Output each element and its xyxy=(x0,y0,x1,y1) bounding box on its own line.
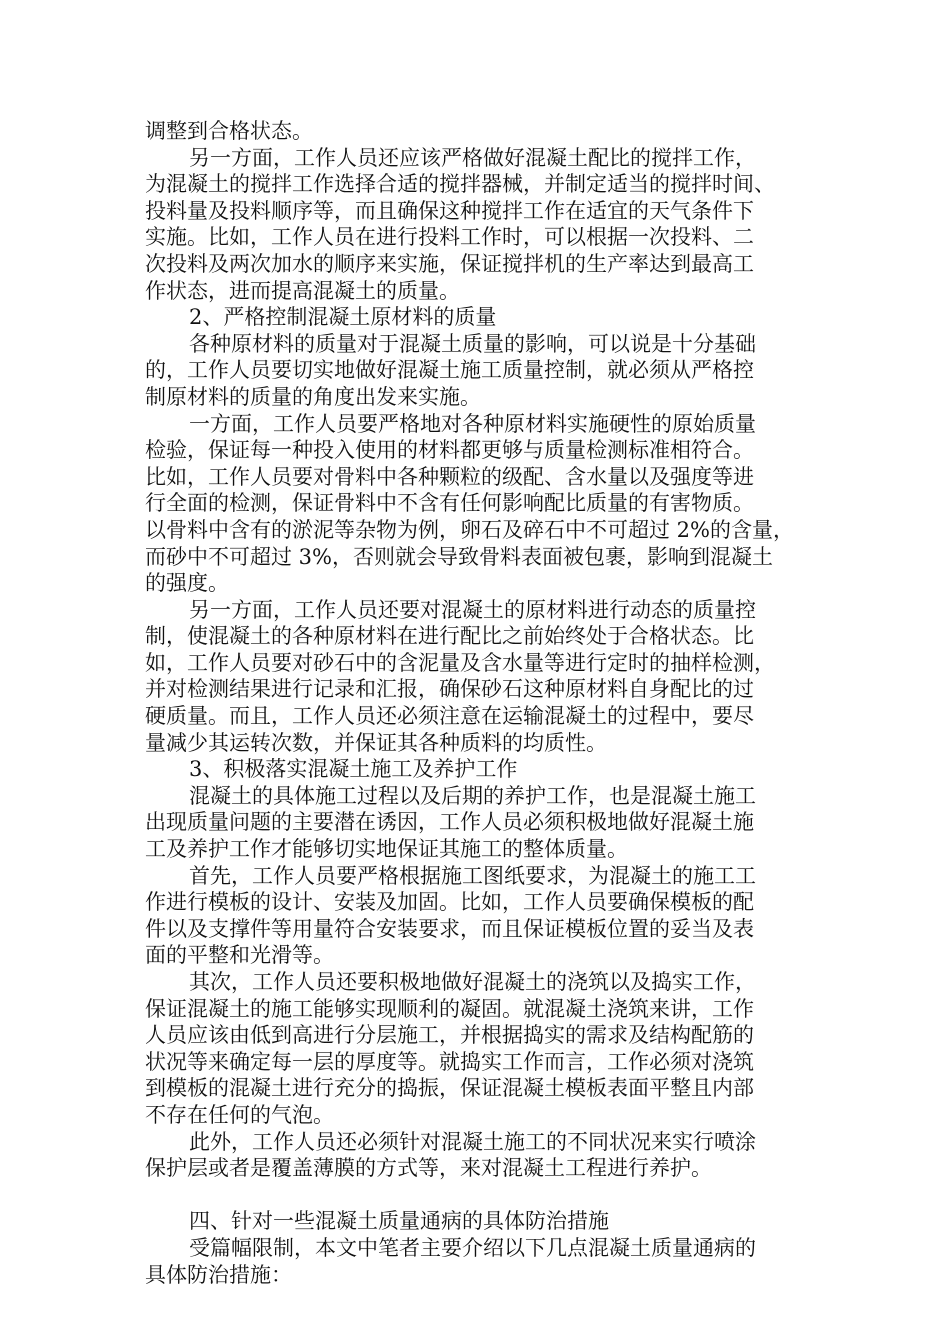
text-line: 面的平整和光滑等。 xyxy=(145,943,334,968)
text-line: 四、针对一些混凝土质量通病的具体防治措施 xyxy=(189,1209,609,1234)
text-line: 各种原材料的质量对于混凝土质量的影响，可以说是十分基础 xyxy=(189,331,756,356)
text-line: 受篇幅限制，本文中笔者主要介绍以下几点混凝土质量通病的 xyxy=(189,1235,756,1260)
text-line: 其次，工作人员还要积极地做好混凝土的浇筑以及捣实工作， xyxy=(189,970,756,994)
text-line: 工及养护工作才能够切实地保证其施工的整体质量。 xyxy=(145,837,628,862)
text-line: 比如，工作人员要对骨料中各种颗粒的级配、含水量以及强度等进 xyxy=(145,464,754,489)
text-line: 一方面，工作人员要严格地对各种原材料实施硬性的原始质量 xyxy=(189,411,756,436)
document-body xyxy=(145,118,807,1288)
text-line: 另一方面，工作人员还要对混凝土的原材料进行动态的质量控 xyxy=(189,597,756,622)
text-line: 另一方面，工作人员还应该严格做好混凝土配比的搅拌工作， xyxy=(189,145,756,170)
text-line: 行全面的检测，保证骨料中不含有任何影响配比质量的有害物质。 xyxy=(145,491,754,516)
text-line: 首先，工作人员要严格根据施工图纸要求，为混凝土的施工工 xyxy=(189,863,756,888)
text-line: 的，工作人员要切实地做好混凝土施工质量控制，就必须从严格控 xyxy=(145,358,754,383)
text-line: 为混凝土的搅拌工作选择合适的搅拌器械，并制定适当的搅拌时间、 xyxy=(145,172,775,197)
text-line: 以骨料中含有的淤泥等杂物为例，卵石及碎石中不可超过 2%的含量， xyxy=(145,517,794,542)
text-line: 出现质量问题的主要潜在诱因，工作人员必须积极地做好混凝土施 xyxy=(145,810,754,835)
text-line: 次投料及两次加水的顺序来实施，保证搅拌机的生产率达到最高工 xyxy=(145,251,754,276)
text-line: 具体防治措施： xyxy=(145,1262,292,1287)
text-line: 检验，保证每一种投入使用的材料都更够与质量检测标准相符合。 xyxy=(145,438,754,463)
text-line: 如，工作人员要对砂石中的含泥量及含水量等进行定时的抽样检测， xyxy=(145,650,775,675)
text-line: 并对检测结果进行记录和汇报，确保砂石这种原材料自身配比的过 xyxy=(145,677,754,702)
text-line: 调整到合格状态。 xyxy=(145,119,313,143)
text-line: 投料量及投料顺序等，而且确保这种搅拌工作在适宜的天气条件下 xyxy=(145,198,754,223)
text-line: 状况等来确定每一层的厚度等。就捣实工作而言，工作必须对浇筑 xyxy=(145,1049,754,1074)
text-line: 而砂中不可超过 3%，否则就会导致骨料表面被包裹，影响到混凝土 xyxy=(145,544,773,569)
text-line: 人员应该由低到高进行分层施工，并根据捣实的需求及结构配筋的 xyxy=(145,1023,754,1048)
text-line: 作状态，进而提高混凝土的质量。 xyxy=(145,278,460,303)
text-line: 此外，工作人员还必须针对混凝土施工的不同状况来实行喷涂 xyxy=(189,1129,756,1154)
text-line: 混凝土的具体施工过程以及后期的养护工作，也是混凝土施工 xyxy=(189,783,756,808)
text-line: 量减少其运转次数，并保证其各种质料的均质性。 xyxy=(145,730,607,755)
text-line: 的强度。 xyxy=(145,571,229,596)
text-line: 不存在任何的气泡。 xyxy=(145,1102,334,1127)
text-line: 实施。比如，工作人员在进行投料工作时，可以根据一次投料、二 xyxy=(145,225,754,250)
text-line: 3、积极落实混凝土施工及养护工作 xyxy=(189,757,518,782)
text-line: 保护层或者是覆盖薄膜的方式等，来对混凝土工程进行养护。 xyxy=(145,1156,712,1181)
text-line: 制原材料的质量的角度出发来实施。 xyxy=(145,384,481,409)
text-line: 制，使混凝土的各种原材料在进行配比之前始终处于合格状态。比 xyxy=(145,624,754,649)
text-line: 到模板的混凝土进行充分的捣振，保证混凝土模板表面平整且内部 xyxy=(145,1076,754,1101)
text-line: 保证混凝土的施工能够实现顺利的凝固。就混凝土浇筑来讲，工作 xyxy=(145,996,754,1021)
text-line: 硬质量。而且，工作人员还必须注意在运输混凝土的过程中，要尽 xyxy=(145,704,754,729)
text-line: 2、严格控制混凝土原材料的质量 xyxy=(189,305,497,330)
text-line: 作进行模板的设计、安装及加固。比如，工作人员要确保模板的配 xyxy=(145,890,754,915)
text-line: 件以及支撑件等用量符合安装要求，而且保证模板位置的妥当及表 xyxy=(145,916,754,941)
blank-line xyxy=(145,1182,807,1209)
